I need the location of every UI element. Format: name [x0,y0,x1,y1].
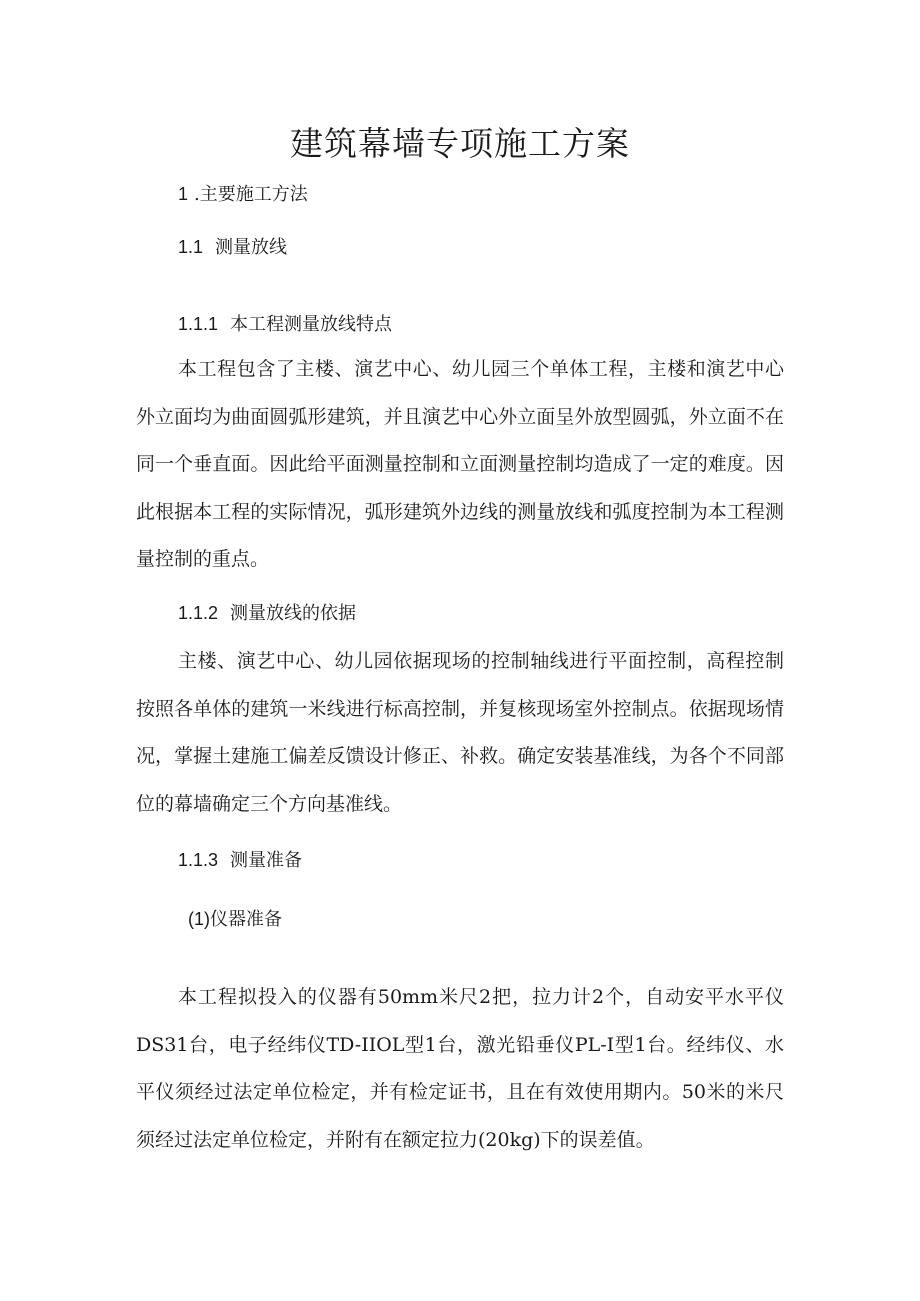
paragraph-measurement-basis: 主楼、演艺中心、幼儿园依据现场的控制轴线进行平面控制，高程控制按照各单体的建筑一米线进行标高控制，并复核现场室外控制点。依据现场情况，掌握土建施工偏差反馈设计修正、补救。确定安装基准线，为各个不同部位的幕墙确定三个方向基准线。 [136,650,784,815]
heading-section-1 [178,182,308,207]
paragraph-measurement-features: 本工程包含了主楼、演艺中心、幼儿园三个单体工程，主楼和演艺中心外立面均为曲面圆弧形建筑，并且演艺中心外立面呈外放型圆弧，外立面不在同一个垂直面。因此给平面测量控制和立面测量控制均造成了一定的难度。因此根据本工程的实际情况，弧形建筑外边线的测量放线和弧度控制为本工程测量控制的重点。 [136,358,784,570]
document-title: 建筑幕墙专项施工方案 [290,124,630,163]
heading-section-1-1-2 [178,601,356,626]
subheading-instrument-preparation [188,907,282,932]
paragraph-instrument-list: 本工程拟投入的仪器有50mm米尺2把，拉力计2个，自动安平水平仪DS31台，电子经纬仪TD-IIOL型1台，激光铅垂仪PL-I型1台。经纬仪、水平仪须经过法定单位检定，并有检定证书，且在有效使用期内。50米的米尺须经过法定单位检定，并附有在额定拉力(20kg)下的误差值。 [136,986,784,1151]
heading-number: 1.1 [178,237,204,257]
heading-number: 1.1.3 [178,850,219,870]
heading-label: 本工程测量放线特点 [230,314,393,335]
heading-label: .主要施工方法 [194,184,308,205]
heading-number: 1 [178,184,189,204]
heading-number: 1.1.1 [178,314,219,334]
heading-section-1-1-1 [178,312,392,337]
heading-label: 测量准备 [230,850,303,871]
subheading-label: 仪器准备 [210,909,282,930]
heading-label: 测量放线 [215,237,288,258]
subheading-number: (1) [188,909,210,929]
heading-number: 1.1.2 [178,603,219,623]
heading-section-1-1-3 [178,848,302,873]
heading-section-1-1 [178,235,287,260]
heading-label: 测量放线的依据 [230,603,357,624]
